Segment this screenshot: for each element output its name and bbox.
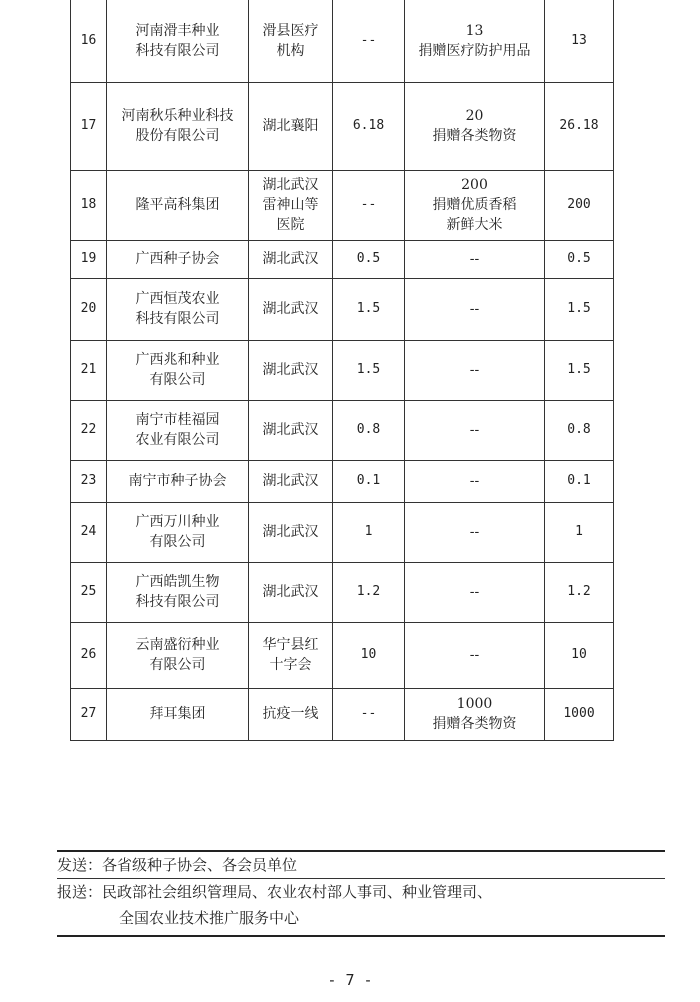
row-number: 26 bbox=[71, 622, 107, 688]
goods-donation: 1000 捐赠各类物资 bbox=[405, 688, 545, 740]
total-amount: 26.18 bbox=[545, 82, 614, 170]
cash-amount: -- bbox=[333, 0, 405, 82]
row-number: 22 bbox=[71, 400, 107, 460]
cash-amount: 1.2 bbox=[333, 562, 405, 622]
recipient: 湖北武汉 bbox=[249, 460, 333, 502]
donor-name: 河南秋乐种业科技 股份有限公司 bbox=[107, 82, 249, 170]
donor-name: 南宁市桂福园 农业有限公司 bbox=[107, 400, 249, 460]
cash-amount: 10 bbox=[333, 622, 405, 688]
recipient: 滑县医疗 机构 bbox=[249, 0, 333, 82]
table-row bbox=[71, 0, 614, 82]
recipient: 华宁县红 十字会 bbox=[249, 622, 333, 688]
cash-amount: -- bbox=[333, 170, 405, 240]
recipient: 湖北武汉 雷神山等 医院 bbox=[249, 170, 333, 240]
goods-donation: -- bbox=[405, 278, 545, 340]
row-number: 27 bbox=[71, 688, 107, 740]
recipient: 湖北武汉 bbox=[249, 340, 333, 400]
distribution-list bbox=[57, 850, 665, 937]
recipient: 湖北武汉 bbox=[249, 502, 333, 562]
row-number: 19 bbox=[71, 240, 107, 278]
total-amount: 10 bbox=[545, 622, 614, 688]
row-number: 21 bbox=[71, 340, 107, 400]
cash-amount: 1.5 bbox=[333, 340, 405, 400]
cash-amount: -- bbox=[333, 688, 405, 740]
recipient: 湖北武汉 bbox=[249, 240, 333, 278]
row-number: 25 bbox=[71, 562, 107, 622]
table-row bbox=[71, 562, 614, 622]
row-number: 16 bbox=[71, 0, 107, 82]
donor-name: 云南盛衍种业 有限公司 bbox=[107, 622, 249, 688]
donor-name: 拜耳集团 bbox=[107, 688, 249, 740]
cash-amount: 0.5 bbox=[333, 240, 405, 278]
goods-donation: -- bbox=[405, 622, 545, 688]
table-row bbox=[71, 240, 614, 278]
report-to-line: 报送：民政部社会组织管理局、农业农村部人事司、种业管理司、 bbox=[57, 883, 493, 901]
total-amount: 1.5 bbox=[545, 340, 614, 400]
row-number: 23 bbox=[71, 460, 107, 502]
cash-amount: 1.5 bbox=[333, 278, 405, 340]
total-amount: 1.2 bbox=[545, 562, 614, 622]
table-row bbox=[71, 400, 614, 460]
total-amount: 1.5 bbox=[545, 278, 614, 340]
donation-table bbox=[70, 0, 614, 741]
goods-donation: -- bbox=[405, 400, 545, 460]
goods-donation: -- bbox=[405, 240, 545, 278]
row-number: 24 bbox=[71, 502, 107, 562]
total-amount: 200 bbox=[545, 170, 614, 240]
total-amount: 0.5 bbox=[545, 240, 614, 278]
goods-donation: 200 捐赠优质香稻 新鲜大米 bbox=[405, 170, 545, 240]
goods-donation: 13 捐赠医疗防护用品 bbox=[405, 0, 545, 82]
row-number: 18 bbox=[71, 170, 107, 240]
goods-donation: -- bbox=[405, 562, 545, 622]
total-amount: 1 bbox=[545, 502, 614, 562]
row-number: 20 bbox=[71, 278, 107, 340]
cash-amount: 6.18 bbox=[333, 82, 405, 170]
donor-name: 广西皓凯生物 科技有限公司 bbox=[107, 562, 249, 622]
total-amount: 1000 bbox=[545, 688, 614, 740]
send-to-line: 发送：各省级种子协会、各会员单位 bbox=[57, 856, 298, 874]
total-amount: 0.8 bbox=[545, 400, 614, 460]
recipient: 湖北襄阳 bbox=[249, 82, 333, 170]
table-row bbox=[71, 82, 614, 170]
cash-amount: 0.1 bbox=[333, 460, 405, 502]
goods-donation: 20 捐赠各类物资 bbox=[405, 82, 545, 170]
table-row bbox=[71, 340, 614, 400]
donor-name: 隆平高科集团 bbox=[107, 170, 249, 240]
donor-name: 南宁市种子协会 bbox=[107, 460, 249, 502]
donor-name: 广西万川种业 有限公司 bbox=[107, 502, 249, 562]
total-amount: 0.1 bbox=[545, 460, 614, 502]
row-number: 17 bbox=[71, 82, 107, 170]
table-row bbox=[71, 502, 614, 562]
donor-name: 广西恒茂农业 科技有限公司 bbox=[107, 278, 249, 340]
recipient: 湖北武汉 bbox=[249, 278, 333, 340]
donor-name: 广西兆和种业 有限公司 bbox=[107, 340, 249, 400]
table-row bbox=[71, 170, 614, 240]
recipient: 湖北武汉 bbox=[249, 400, 333, 460]
table-row bbox=[71, 460, 614, 502]
donor-name: 河南滑丰种业 科技有限公司 bbox=[107, 0, 249, 82]
goods-donation: -- bbox=[405, 340, 545, 400]
cash-amount: 1 bbox=[333, 502, 405, 562]
cash-amount: 0.8 bbox=[333, 400, 405, 460]
report-to-line-continued: 全国农业技术推广服务中心 bbox=[119, 909, 300, 927]
page-number: - 7 - bbox=[327, 971, 373, 989]
recipient: 湖北武汉 bbox=[249, 562, 333, 622]
goods-donation: -- bbox=[405, 502, 545, 562]
distribution-bottom-rule bbox=[57, 935, 665, 937]
table-row bbox=[71, 278, 614, 340]
table-row bbox=[71, 622, 614, 688]
goods-donation: -- bbox=[405, 460, 545, 502]
total-amount: 13 bbox=[545, 0, 614, 82]
table-row bbox=[71, 688, 614, 740]
recipient: 抗疫一线 bbox=[249, 688, 333, 740]
donor-name: 广西种子协会 bbox=[107, 240, 249, 278]
